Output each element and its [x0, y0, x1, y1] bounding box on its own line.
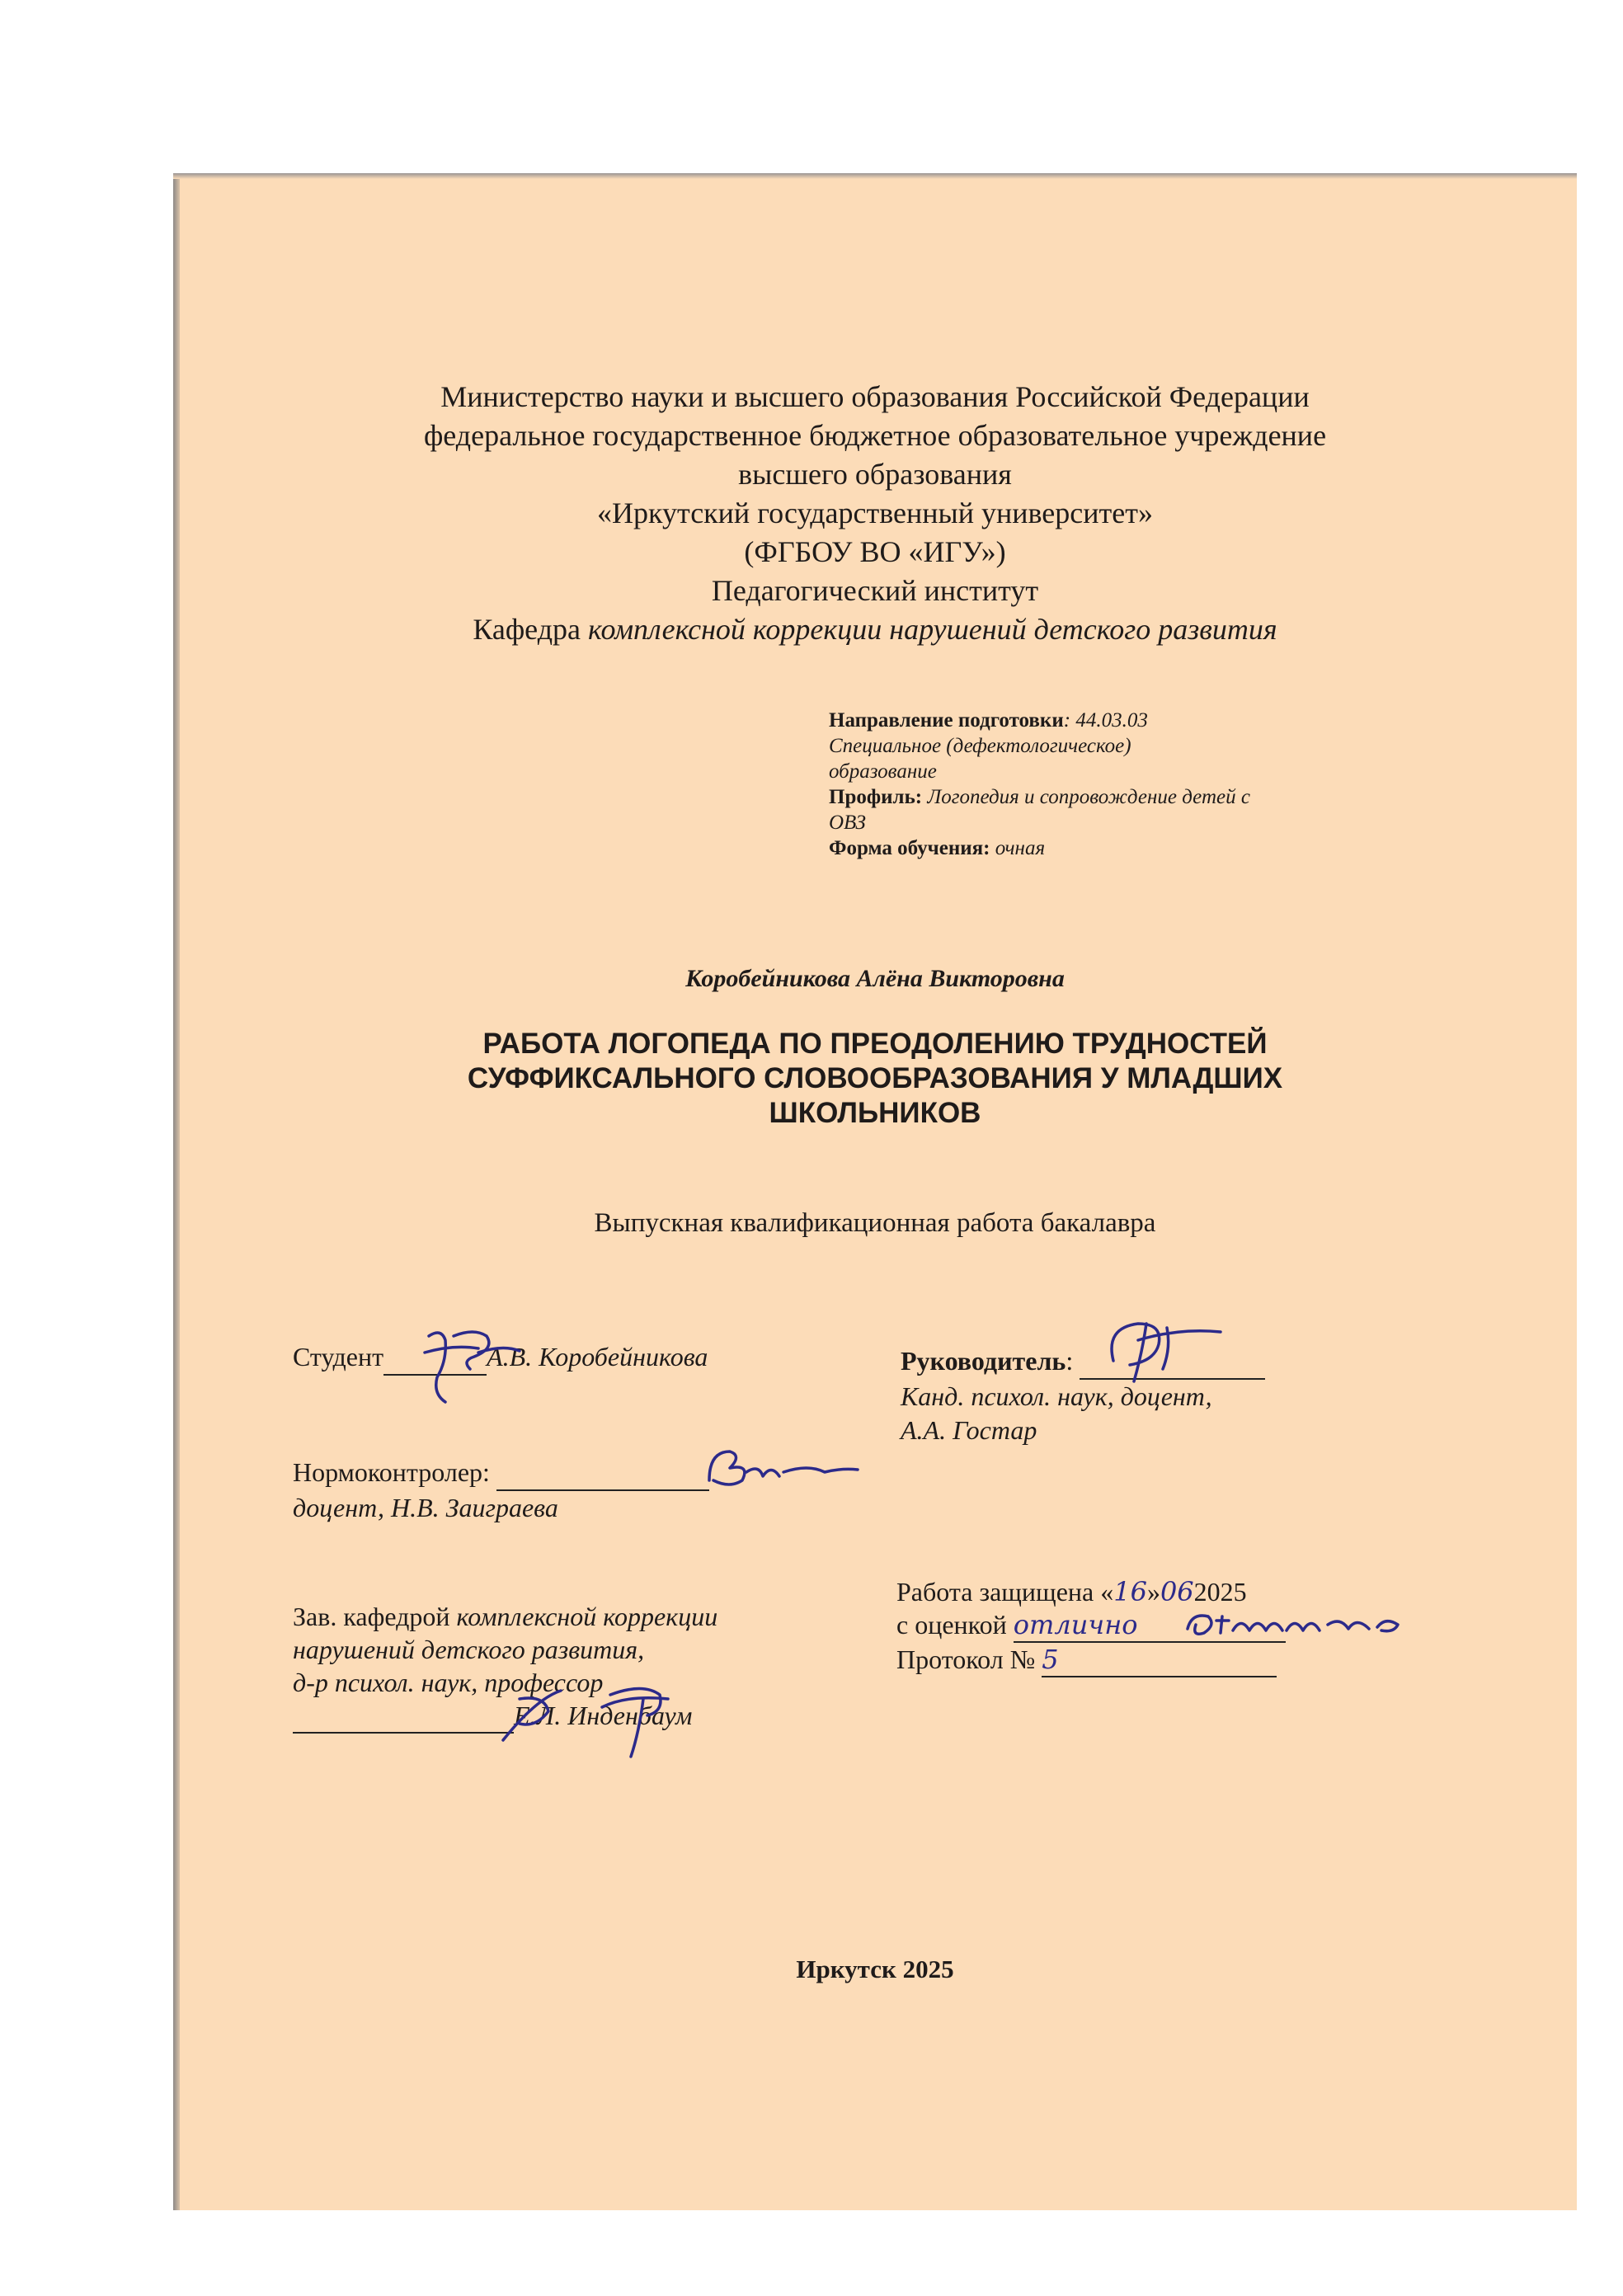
head-of-department-block: Зав. кафедрой комплексной коррекции нарушений детского развития, д-р психол. наук, профессор Е.Л. Инденбаум: [293, 1600, 717, 1734]
student-name: А.В. Коробейникова: [487, 1342, 708, 1371]
defense-date-line: Работа защищена «16»062025: [896, 1576, 1247, 1607]
ministry-line: Министерство науки и высшего образования Российской Федерации: [440, 380, 1310, 413]
paper-sheet: [173, 173, 1577, 2210]
defense-month: 06: [1160, 1576, 1194, 1607]
supervisor-signature: [1080, 1303, 1245, 1394]
direction-line: [829, 708, 1250, 733]
title-line-2: СУФФИКСАЛЬНОГО СЛОВООБРАЗОВАНИЯ У МЛАДШИХ: [467, 1062, 1283, 1094]
title-line-3: ШКОЛЬНИКОВ: [769, 1097, 981, 1129]
institution-header: [173, 378, 1577, 649]
profile-value: Логопедия и сопровождение детей с: [922, 786, 1250, 808]
direction-name-line3: образование: [829, 760, 937, 783]
institution-type-line: федеральное государственное бюджетное образовательное учреждение: [423, 419, 1327, 452]
grade-line: с оценкой отлично: [896, 1608, 1286, 1643]
normcontrol-label: Нормоконтролер:: [293, 1457, 490, 1487]
profile-line: [829, 784, 1250, 810]
grade-handwriting: [1179, 1596, 1493, 1645]
head-name: Е.Л. Инденбаум: [514, 1701, 693, 1730]
defense-year: 2025: [1193, 1577, 1247, 1607]
profile-label: Профиль:: [829, 786, 923, 808]
supervisor-block: Руководитель: Канд. психол. наук, доцент, А.А. Гостар: [901, 1344, 1265, 1447]
supervisor-name: А.А. Гостар: [901, 1415, 1037, 1445]
university-abbr: (ФГБОУ ВО «ИГУ»): [744, 535, 1006, 568]
supervisor-label: Руководитель: [901, 1346, 1066, 1376]
department-line: Кафедра комплексной коррекции нарушений детского развития: [473, 613, 1277, 646]
study-form-label: Форма обучения:: [829, 837, 990, 859]
protocol-line: Протокол № 5: [896, 1643, 1286, 1677]
normcontrol-block: [293, 1456, 709, 1525]
work-type: Выпускная квалификационная работа бакалавра: [594, 1208, 1156, 1238]
profile-value-line2: ОВЗ: [829, 812, 866, 834]
university-name: «Иркутский государственный университет»: [597, 496, 1153, 529]
defense-day: 16: [1113, 1576, 1147, 1607]
study-info-block: [829, 708, 1250, 861]
normcontrol-signature-blank: [496, 1456, 709, 1491]
head-signature-blank: [293, 1699, 514, 1734]
direction-code: : 44.03.03: [1063, 709, 1148, 732]
study-form-value: очная: [990, 837, 1046, 859]
student-signature: [396, 1303, 528, 1410]
thesis-title: [173, 1027, 1577, 1131]
direction-name-line2: Специальное (дефектологическое): [829, 735, 1131, 757]
department-name: комплексной коррекции нарушений детского развития: [587, 613, 1277, 646]
city-year: Иркутск 2025: [796, 1955, 954, 1983]
title-line-1: РАБОТА ЛОГОПЕДА ПО ПРЕОДОЛЕНИЮ ТРУДНОСТЕЙ: [482, 1028, 1268, 1060]
institute-name: Педагогический институт: [711, 574, 1039, 607]
education-level-line: высшего образования: [738, 458, 1012, 491]
grade-value: отлично: [1014, 1608, 1286, 1643]
study-form-line: [829, 835, 1250, 861]
supervisor-degree: Канд. психол. наук, доцент,: [901, 1381, 1212, 1411]
normcontrol-name: доцент, Н.В. Заиграева: [293, 1493, 558, 1522]
protocol-number: 5: [1042, 1643, 1277, 1677]
author-name: Коробейникова Алёна Викторовна: [685, 965, 1065, 992]
student-label: Студент: [293, 1342, 384, 1371]
head-signature: [487, 1649, 734, 1765]
direction-label: Направление подготовки: [829, 709, 1064, 732]
normcontrol-signature: [693, 1435, 874, 1501]
